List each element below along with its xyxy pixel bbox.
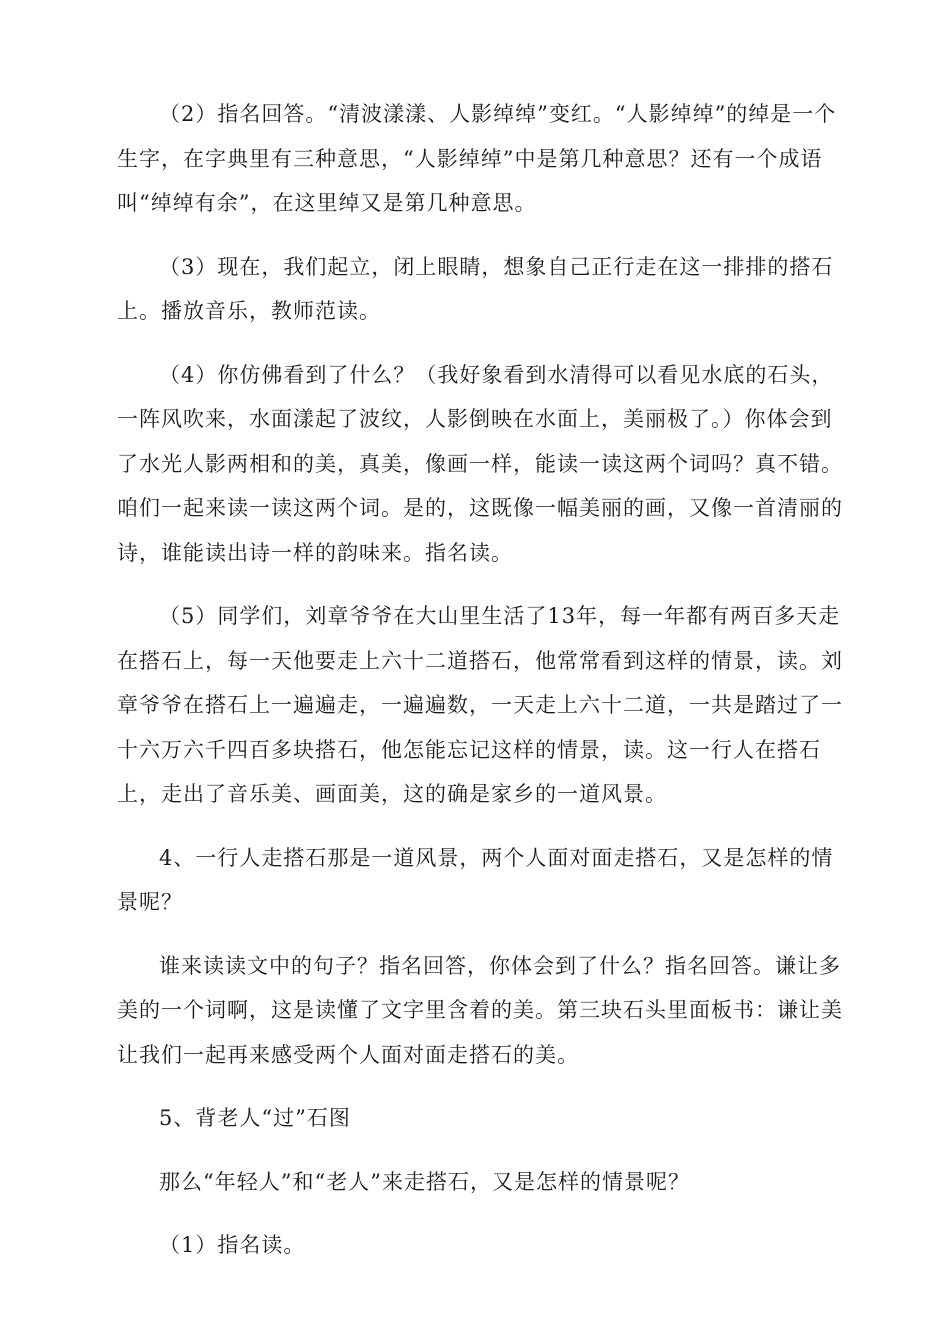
paragraph-3: （4）你仿佛看到了什么？（我好象看到水清得可以看见水底的石头，一阵风吹来，水面漾起了波纹，人影倒映在水面上，美丽极了。）你体会到了水光人影两相和的美，真美，像画一样，能读一读这两个词吗？真不错。咱们一起来读一读这两个词。是的，这既像一幅美丽的画，又像一首清丽的诗，谁能读出诗一样的韵味来。指名读。 — [117, 362, 843, 565]
paragraph-1: （2）指名回答。“清波漾漾、人影绰绰”变红。“人影绰绰”的绰是一个生字，在字典里有三种意思，“人影绰绰”中是第几种意思？还有一个成语叫“绰绰有余”，在这里绰又是第几种意思。 — [117, 102, 837, 215]
paragraph-6: 谁来读读文中的句子？指名回答，你体会到了什么？指名回答。谦让多美的一个词啊，这是读懂了文字里含着的美。第三块石头里面板书：谦让美让我们一起再来感受两个人面对面走搭石的美。 — [117, 953, 843, 1067]
paragraph-4: （5）同学们，刘章爷爷在大山里生活了13年，每一年都有两百多天走在搭石上，每一天他要走上六十二道搭石，他常常看到这样的情景，读。刘章爷爷在搭石上一遍遍走，一遍遍数，一天走上六十二道，一共是踏过了一十六万六千四百多块搭石，他怎能忘记这样的情景，读。这一行人在搭石上，走出了音乐美、画面美，这的确是家乡的一道风景。 — [117, 604, 843, 806]
paragraph-2: （3）现在，我们起立，闭上眼睛，想象自己正行走在这一排排的搭石上。播放音乐，教师范读。 — [117, 254, 834, 323]
paragraph-7: 5、背老人“过”石图 — [159, 1106, 351, 1130]
paragraph-9: （1）指名读。 — [159, 1233, 306, 1257]
paragraph-5: 4、一行人走搭石那是一道风景，两个人面对面走搭石，又是怎样的情景呢？ — [117, 845, 834, 914]
paragraph-8: 那么“年轻人”和“老人”来走搭石，又是怎样的情景呢？ — [159, 1169, 690, 1194]
